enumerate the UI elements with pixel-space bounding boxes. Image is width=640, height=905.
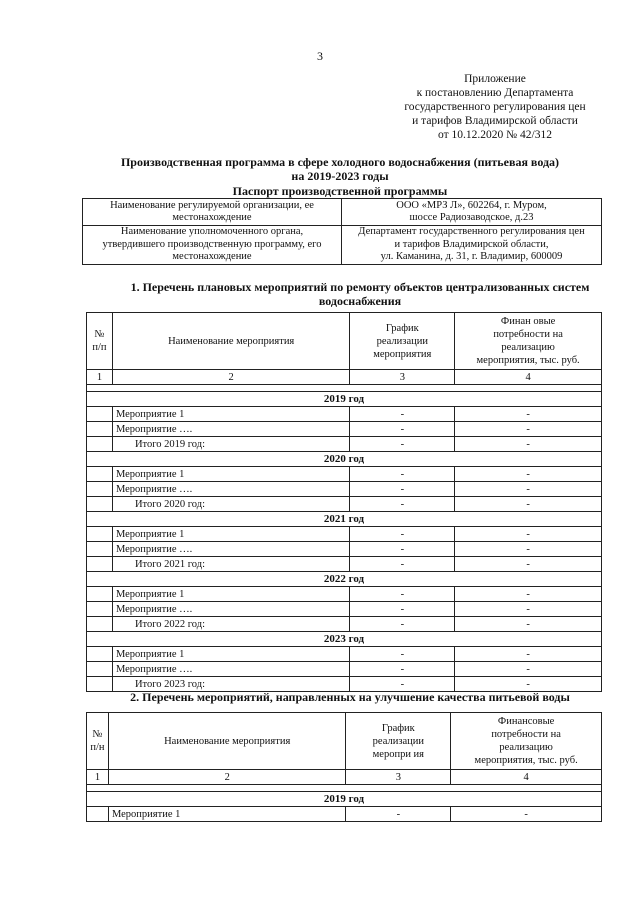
header-schedule (346, 713, 451, 770)
page-number: 3 (317, 49, 323, 63)
document-title (60, 155, 620, 183)
passport-value-text: ул. Каманина, д. 31, г. Владимир, 600009 (380, 251, 563, 263)
table-header-row (87, 313, 602, 370)
financing-value: - (455, 497, 602, 512)
schedule-value: - (350, 437, 455, 452)
header-text: График (385, 322, 419, 334)
year-row (87, 452, 602, 467)
financing-value: - (455, 467, 602, 482)
measure-name: Мероприятие 1 (112, 647, 349, 662)
table-row (87, 807, 602, 822)
passport-value-cell (342, 199, 602, 226)
section1-title-line: водоснабжения (318, 294, 402, 308)
year-row (87, 512, 602, 527)
passport-label-text: местонахождение (172, 251, 252, 263)
year-total-label: Итого 2019 год: (112, 437, 349, 452)
column-number: 3 (350, 370, 455, 385)
passport-row-organization (83, 199, 602, 226)
appendix-date-line: от 10.12.2020 № 42/312 (438, 129, 552, 141)
financing-value: - (455, 557, 602, 572)
column-number: 1 (87, 770, 109, 785)
financing-value: - (455, 617, 602, 632)
header-schedule (350, 313, 455, 370)
row-number-cell (87, 467, 113, 482)
header-text: п/п (92, 342, 107, 353)
column-number: 4 (451, 770, 602, 785)
table-row (87, 587, 602, 602)
section1-title-line: 1. Перечень плановых мероприятий по ремонту объектов централизованных систем (130, 280, 590, 294)
financing-value: - (455, 482, 602, 497)
table-row (87, 647, 602, 662)
title-line: Производственная программа в сфере холодного водоснабжения (питьевая вода) (120, 155, 560, 169)
year-row (87, 392, 602, 407)
table-row (87, 527, 602, 542)
year-label: 2021 год (87, 512, 602, 527)
schedule-value: - (350, 602, 455, 617)
financing-value: - (455, 677, 602, 692)
table-row-spacer (87, 385, 602, 392)
financing-value: - (455, 407, 602, 422)
header-text: Финан овые (500, 316, 556, 327)
year-label: 2019 год (87, 392, 602, 407)
row-number-cell (87, 807, 109, 822)
row-number-cell (87, 407, 113, 422)
total-row (87, 617, 602, 632)
financing-value: - (455, 527, 602, 542)
passport-table (82, 198, 602, 265)
row-number-cell (87, 497, 113, 512)
measure-name: Мероприятие 1 (112, 467, 349, 482)
schedule-value: - (350, 407, 455, 422)
header-name: Наименование мероприятия (108, 713, 345, 770)
table-row-spacer (87, 785, 602, 792)
table-row (87, 602, 602, 617)
measure-name: Мероприятие 1 (112, 527, 349, 542)
table-row (87, 407, 602, 422)
column-number: 2 (108, 770, 345, 785)
header-text: реализации (376, 335, 428, 347)
schedule-value: - (350, 527, 455, 542)
header-text: № (92, 729, 103, 740)
spacer-cell (87, 385, 602, 392)
schedule-value: - (350, 542, 455, 557)
total-row (87, 557, 602, 572)
passport-value-text: ООО «МРЗ Л», 602264, г. Муром, (396, 199, 547, 211)
schedule-value: - (350, 587, 455, 602)
appendix-line: Приложение (464, 73, 526, 85)
row-number-cell (87, 662, 113, 677)
table-row (87, 482, 602, 497)
financing-value: - (455, 422, 602, 437)
header-text: мероприятия (373, 348, 432, 360)
measure-name: Мероприятие 1 (112, 407, 349, 422)
header-text: № (94, 329, 105, 340)
schedule-value: - (350, 647, 455, 662)
financing-value: - (451, 807, 602, 822)
row-number-cell (87, 557, 113, 572)
table-row (87, 542, 602, 557)
passport-value-text: и тарифов Владимирской области, (394, 238, 549, 250)
section1-body (87, 392, 602, 692)
header-text: Финансовые (497, 716, 555, 727)
year-row (87, 632, 602, 647)
year-total-label: Итого 2023 год: (112, 677, 349, 692)
schedule-value: - (350, 677, 455, 692)
table-header-row (87, 713, 602, 770)
financing-value: - (455, 437, 602, 452)
schedule-value: - (350, 497, 455, 512)
column-number-row (87, 770, 602, 785)
row-number-cell (87, 527, 113, 542)
row-number-cell (87, 437, 113, 452)
header-financing (451, 713, 602, 770)
row-number-cell (87, 482, 113, 497)
section2-title: 2. Перечень мероприятий, направленных на улучшение качества питьевой воды (130, 690, 570, 704)
table-row (87, 422, 602, 437)
appendix-line: государственного регулирования цен (404, 101, 586, 113)
passport-value-text: Департамент государственного регулирования цен (358, 226, 585, 238)
financing-value: - (455, 542, 602, 557)
row-number-cell (87, 422, 113, 437)
measure-name: Мероприятие …. (112, 422, 349, 437)
passport-label-cell (83, 199, 342, 226)
passport-label-text: Наименование уполномоченного органа, (120, 226, 304, 238)
year-label: 2022 год (87, 572, 602, 587)
financing-value: - (455, 662, 602, 677)
passport-value-cell (342, 226, 602, 265)
table-row (87, 467, 602, 482)
header-text: мероприятия, тыс. руб. (474, 755, 578, 766)
column-number: 3 (346, 770, 451, 785)
row-number-cell (87, 647, 113, 662)
spacer-cell (87, 785, 602, 792)
header-text: реализацию (499, 742, 553, 753)
column-number-row (87, 370, 602, 385)
schedule-value: - (350, 422, 455, 437)
header-text: реализацию (501, 342, 555, 353)
year-total-label: Итого 2021 год: (112, 557, 349, 572)
year-label: 2023 год (87, 632, 602, 647)
measure-name: Мероприятие 1 (108, 807, 345, 822)
header-number (87, 713, 109, 770)
title-line: на 2019-2023 годы (291, 169, 389, 183)
appendix-line: к постановлению Департамента (416, 87, 574, 99)
passport-value-text: шоссе Радиозаводское, д.23 (409, 212, 534, 223)
financing-value: - (455, 602, 602, 617)
measure-name: Мероприятие …. (112, 482, 349, 497)
water-quality-measures-table (86, 712, 602, 822)
header-text: График (381, 722, 415, 734)
measure-name: Мероприятие 1 (112, 587, 349, 602)
header-text: меропри ия (372, 748, 425, 760)
header-text: потребности на (493, 329, 563, 340)
financing-value: - (455, 647, 602, 662)
total-row (87, 497, 602, 512)
year-row (87, 572, 602, 587)
repair-measures-table (86, 312, 602, 692)
schedule-value: - (350, 617, 455, 632)
year-label: 2019 год (87, 792, 602, 807)
table-row (87, 662, 602, 677)
schedule-value: - (346, 807, 451, 822)
header-text: мероприятия, тыс. руб. (476, 355, 580, 366)
row-number-cell (87, 542, 113, 557)
row-number-cell (87, 587, 113, 602)
header-number (87, 313, 113, 370)
row-number-cell (87, 617, 113, 632)
measure-name: Мероприятие …. (112, 602, 349, 617)
header-text: п/н (90, 742, 105, 753)
schedule-value: - (350, 482, 455, 497)
passport-title: Паспорт производственной программы (232, 184, 448, 198)
passport-row-authority (83, 226, 602, 265)
year-total-label: Итого 2022 год: (112, 617, 349, 632)
passport-label-text: Наименование регулируемой организации, ее (110, 199, 314, 211)
header-financing (455, 313, 602, 370)
year-row (87, 792, 602, 807)
appendix-header (380, 72, 610, 142)
measure-name: Мероприятие …. (112, 662, 349, 677)
appendix-line: и тарифов Владимирской области (412, 115, 578, 127)
row-number-cell (87, 602, 113, 617)
column-number: 2 (112, 370, 349, 385)
schedule-value: - (350, 662, 455, 677)
financing-value: - (455, 587, 602, 602)
column-number: 4 (455, 370, 602, 385)
column-number: 1 (87, 370, 113, 385)
total-row (87, 437, 602, 452)
measure-name: Мероприятие …. (112, 542, 349, 557)
passport-label-cell (83, 226, 342, 265)
schedule-value: - (350, 557, 455, 572)
year-total-label: Итого 2020 год: (112, 497, 349, 512)
header-name: Наименование мероприятия (112, 313, 349, 370)
header-text: реализации (372, 735, 424, 747)
passport-label-text: местонахождение (172, 212, 252, 223)
passport-label-text: утвердившего производственную программу, его (102, 238, 322, 250)
header-text: потребности на (491, 729, 561, 740)
section1-title (110, 280, 610, 308)
year-label: 2020 год (87, 452, 602, 467)
schedule-value: - (350, 467, 455, 482)
